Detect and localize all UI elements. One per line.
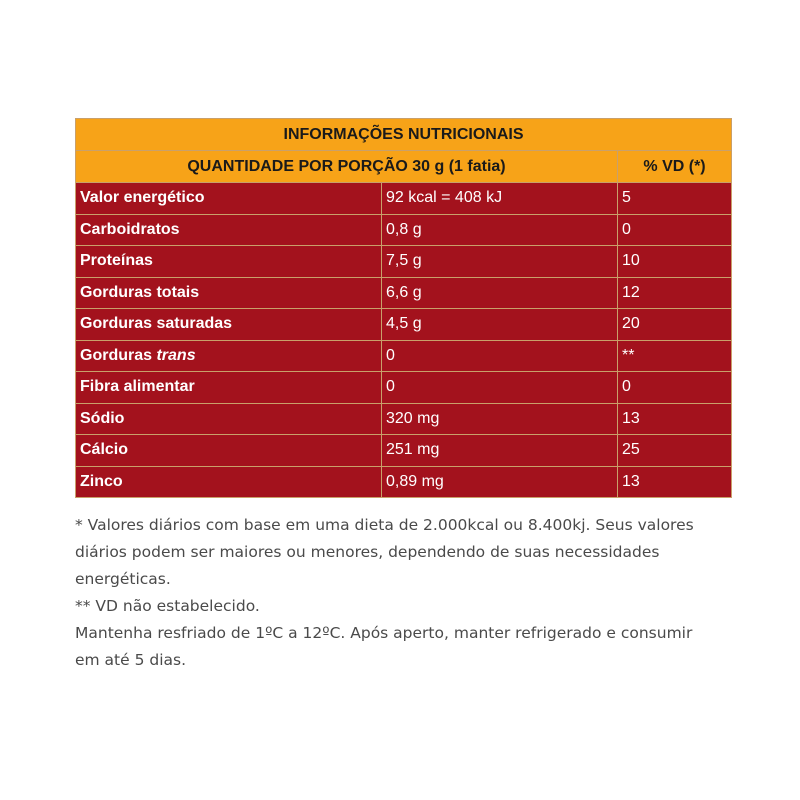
nutrient-name: Zinco <box>76 466 382 498</box>
nutrient-amount: 0 <box>382 340 618 372</box>
vd-header: % VD (*) <box>618 151 732 183</box>
nutrient-vd: 0 <box>618 214 732 246</box>
nutrient-name: Sódio <box>76 403 382 435</box>
nutrient-vd: 0 <box>618 372 732 404</box>
nutrient-vd: ** <box>618 340 732 372</box>
nutrient-name: Fibra alimentar <box>76 372 382 404</box>
table-row <box>76 340 732 372</box>
footnotes <box>75 512 715 674</box>
table-header-row <box>76 151 732 183</box>
nutrient-amount: 320 mg <box>382 403 618 435</box>
nutrient-amount: 0,89 mg <box>382 466 618 498</box>
table-row <box>76 435 732 467</box>
nutrient-vd: 13 <box>618 466 732 498</box>
portion-header: QUANTIDADE POR PORÇÃO 30 g (1 fatia) <box>76 151 618 183</box>
nutrient-amount: 7,5 g <box>382 246 618 278</box>
table-title-row <box>76 119 732 151</box>
nutrient-name <box>76 340 382 372</box>
daily-values-note: * Valores diários com base em uma dieta de 2.000kcal ou 8.400kj. Seus valores diários podem ser maiores ou menores, dependendo de suas necessidades energéticas. <box>75 516 694 588</box>
nutrient-amount: 251 mg <box>382 435 618 467</box>
table-row <box>76 372 732 404</box>
nutrient-amount: 4,5 g <box>382 309 618 341</box>
table-row <box>76 403 732 435</box>
nutrient-vd: 12 <box>618 277 732 309</box>
nutrient-name: Gorduras totais <box>76 277 382 309</box>
table-row <box>76 214 732 246</box>
table-title: INFORMAÇÕES NUTRICIONAIS <box>76 119 732 151</box>
storage-note: Mantenha resfriado de 1ºC a 12ºC. Após aperto, manter refrigerado e consumir em até 5 dias. <box>75 624 693 669</box>
nutrient-name-prefix: Gorduras <box>80 346 157 364</box>
nutrient-amount: 0,8 g <box>382 214 618 246</box>
nutrient-amount: 6,6 g <box>382 277 618 309</box>
nutrient-name: Gorduras saturadas <box>76 309 382 341</box>
nutrient-name: Proteínas <box>76 246 382 278</box>
table-row <box>76 309 732 341</box>
nutrient-name: Carboidratos <box>76 214 382 246</box>
nutrient-name: Valor energético <box>76 183 382 215</box>
table-row <box>76 183 732 215</box>
nutrient-vd: 13 <box>618 403 732 435</box>
nutrient-name: Cálcio <box>76 435 382 467</box>
nutrient-amount: 92 kcal = 408 kJ <box>382 183 618 215</box>
nutrient-vd: 5 <box>618 183 732 215</box>
table-row <box>76 277 732 309</box>
nutrient-vd: 20 <box>618 309 732 341</box>
table-row <box>76 246 732 278</box>
nutrient-vd: 25 <box>618 435 732 467</box>
nutrient-amount: 0 <box>382 372 618 404</box>
nutrient-vd: 10 <box>618 246 732 278</box>
vd-not-established-note: ** VD não estabelecido. <box>75 597 260 615</box>
nutrient-name-italic: trans <box>156 346 196 364</box>
table-row <box>76 466 732 498</box>
nutrition-facts-table <box>75 118 732 498</box>
